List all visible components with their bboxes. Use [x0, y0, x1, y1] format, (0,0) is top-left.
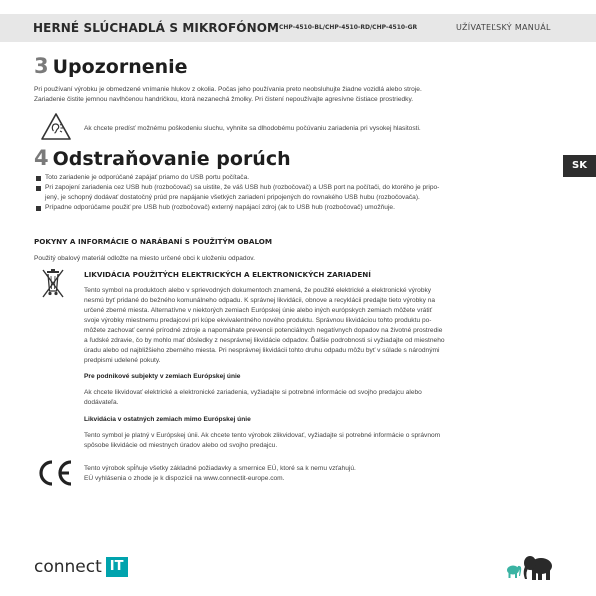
bullet-marker	[36, 206, 41, 211]
disposal-heading: LIKVIDÁCIA POUŽITÝCH ELEKTRICKÝCH A ELEKTRONICKÝCH ZARIADENÍ	[84, 270, 371, 279]
section-3-title: Upozornenie	[52, 56, 188, 78]
outside-eu-heading: Likvidácia v ostatných zemiach mimo Európskej únie	[84, 416, 251, 423]
ce-mark-icon	[34, 458, 74, 488]
model-numbers: CHP-4510-BL/CHP-4510-RD/CHP-4510-GR	[279, 24, 418, 31]
hearing-warning-icon	[40, 112, 72, 141]
connect-it-logo	[34, 556, 128, 578]
section-3-number: 3	[34, 54, 49, 78]
warning-paragraph-1: Pri používaní výrobku je obmedzené vnímanie hlukov z okolia. Počas jeho používania preto neobsluhujte žiadne vozidlá alebo stroje.	[34, 86, 422, 93]
bullet-marker	[36, 186, 41, 191]
business-heading: Pre podnikové subjekty v zemiach Európskej únie	[84, 373, 241, 380]
bullet-marker	[36, 176, 41, 181]
document-title: HERNÉ SLÚCHADLÁ S MIKROFÓNOM	[33, 21, 280, 35]
logo-badge: IT	[106, 557, 128, 577]
hearing-warning-text: Ak chcete predísť možnému poškodeniu sluchu, vyhnite sa dlhodobému počúvaniu zariadenia pri vysokej hlasitosti.	[84, 125, 421, 132]
list-item-text: jený, je schopný dodávať dostatočný prúd pre napájanie všetkých zariadení pripojených do rovnakého USB hubu (rozbočovača).	[45, 194, 420, 201]
outside-eu-text: spôsobe likvidácie od miestnych úradov alebo od svojho predajcu.	[84, 442, 278, 449]
logo-text: connect	[34, 557, 102, 577]
business-text: dodávateľa.	[84, 399, 119, 406]
ce-declaration-text: EÚ vyhlásenia o zhode je k dispozícii na www.connectit-europe.com.	[84, 475, 285, 482]
disposal-line: svoje výrobky miestnemu predajcovi pri kúpe ekvivalentného nového produktu. Správnou likvidáciou tohto produktu po-	[84, 317, 432, 324]
ce-declaration-text: Tento výrobok spĺňuje všetky základné požiadavky a smernice EÚ, ktoré sa k nemu vzťahujú.	[84, 465, 356, 472]
list-item-text: Pri zapojení zariadenia cez USB hub (rozbočovač) sa uistite, že váš USB hub (rozbočovač) a USB port na počítači, do ktorého je pripo-	[45, 184, 440, 191]
packaging-text: Použitý obalový materiál odložte na miesto určené obci k uloženiu odpadov.	[34, 255, 255, 262]
section-4-heading	[34, 146, 291, 170]
business-text: Ak chcete likvidovať elektrické a elektronické zariadenia, vyžiadajte si potrebné informácie od svojho predajcu alebo	[84, 389, 422, 396]
list-item-text: Toto zariadenie je odporúčané zapájať priamo do USB portu počítača.	[45, 174, 250, 181]
section-3-heading	[34, 54, 188, 78]
list-item-text: Prípadne odporúčame použiť pre USB hub (rozbočovač) externý napájací zdroj (ak to USB hub (rozbočovač) umožňuje.	[45, 204, 395, 211]
outside-eu-text: Tento symbol je platný v Európskej únii. Ak chcete tento výrobok zlikvidovať, vyžiadajte si potrebné informácie o správnom	[84, 432, 441, 439]
disposal-line: predpismi udelené pokuty.	[84, 357, 161, 364]
section-4-title: Odstraňovanie porúch	[52, 148, 291, 170]
disposal-line: úradu alebo od najbližšieho zberného miesta. Pri nesprávnej likvidácii tohto druhu odpadu môžu byť v súlade s národnými	[84, 347, 440, 354]
elephants-icon	[505, 552, 560, 582]
section-4-number: 4	[34, 146, 49, 170]
disposal-line: určené zberné miesta. Alternatívne v niektorých zemiach Európskej únie alebo iných európskych zemiach môžete vrátiť	[84, 307, 433, 314]
disposal-line: a ľudské zdravie, čo by mohlo mať dôsledky z nesprávnej likvidácie odpadov. Ďalšie podrobnosti si vyžiadajte od miestneho	[84, 337, 445, 344]
disposal-line: nesmú byť pridané do bežného komunálneho odpadu. K správnej likvidácii, obnove a recyklácii predajte tieto výrobky na	[84, 297, 436, 304]
warning-paragraph-2: Zariadenie čistite jemnou navlhčenou handričkou, ktorá nezanechá žmolky. Pri čistení nepoužívajte agresívne čistiace prostriedky.	[34, 96, 414, 103]
disposal-line: Tento symbol na produktoch alebo v sprievodných dokumentoch znamená, že použité elektrické a elektronické výrobky	[84, 287, 432, 294]
packaging-heading: POKYNY A INFORMÁCIE O NARÁBANÍ S POUŽITÝM OBALOM	[34, 237, 273, 246]
language-badge: SK	[563, 155, 596, 177]
manual-label: UŽÍVATEĽSKÝ MANUÁL	[456, 23, 551, 32]
disposal-line: môžete zachovať cenné prírodné zdroje a napomáhate prevencii potenciálnych negatívnych dopadov na životné prostredie	[84, 327, 443, 334]
crossed-bin-icon	[40, 267, 66, 300]
